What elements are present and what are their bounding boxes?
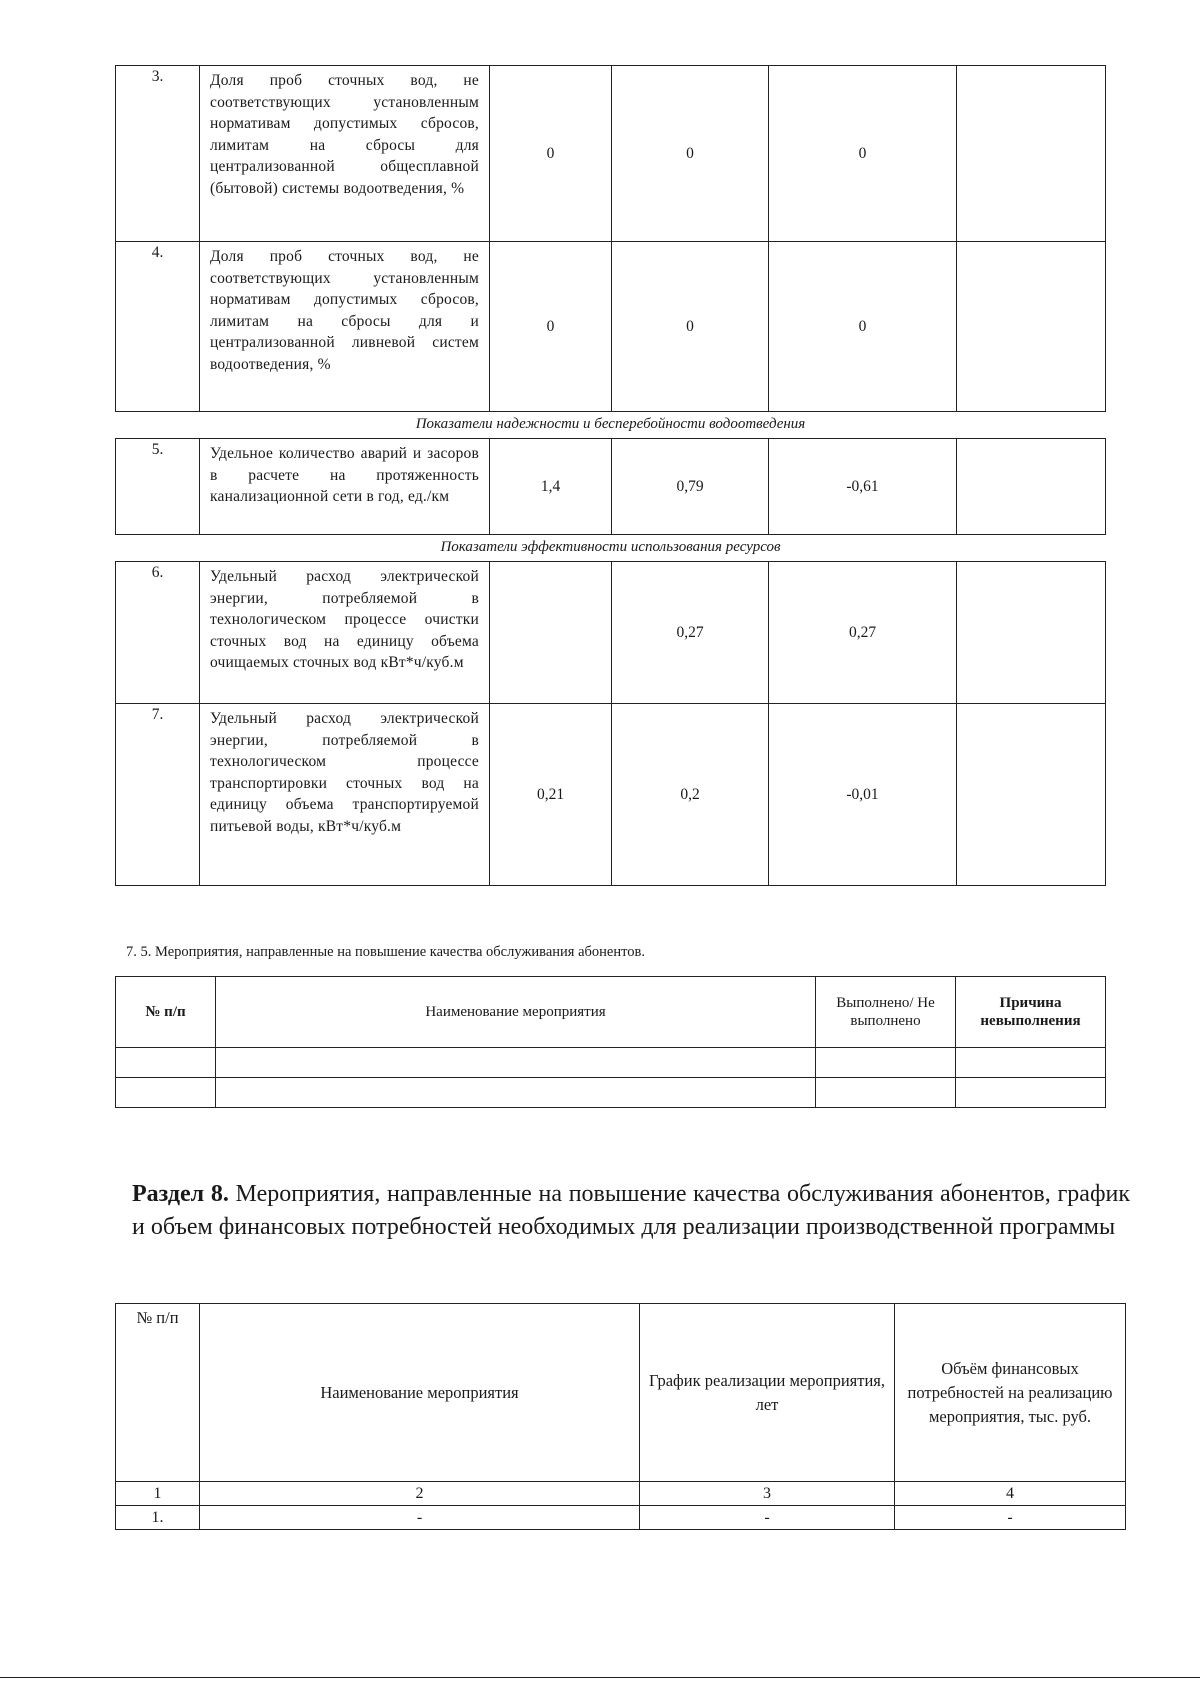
indicator-description: Доля проб сточных вод, не соответствующих установленным нормативам допустимых сбросов, лимитам на сбросы для централизованной общесплавной (бытовой) системы водоотведения, %: [200, 66, 490, 242]
empty-cell: [956, 1048, 1106, 1078]
index-cell: 2: [200, 1482, 640, 1506]
value-cell: 0: [769, 66, 957, 242]
data-cell: -: [640, 1506, 895, 1530]
value-cell: 0: [769, 242, 957, 412]
column-header: Наименование мероприятия: [216, 977, 816, 1048]
table-row: [116, 1078, 1106, 1108]
section-heading: Показатели надежности и бесперебойности водоотведения: [116, 412, 1106, 439]
table-row: [116, 66, 1106, 242]
value-cell: -0,01: [769, 704, 957, 886]
column-header: График реализации мероприятия, лет: [640, 1304, 895, 1482]
empty-cell: [116, 1048, 216, 1078]
table-row: [116, 704, 1106, 886]
table-row: [116, 439, 1106, 535]
column-header: № п/п: [116, 1304, 200, 1482]
table-index-row: [116, 1482, 1126, 1506]
empty-cell: [957, 66, 1106, 242]
table-header-row: [116, 977, 1106, 1048]
column-header: Объём финансовых потребностей на реализацию мероприятия, тыс. руб.: [895, 1304, 1126, 1482]
value-cell: 0,2: [612, 704, 769, 886]
value-cell: 0: [490, 66, 612, 242]
empty-cell: [816, 1078, 956, 1108]
empty-cell: [957, 562, 1106, 704]
value-cell: 1,4: [490, 439, 612, 535]
row-number: 4.: [116, 242, 200, 412]
column-header: Выполнено/ Не выполнено: [816, 977, 956, 1048]
page-bottom-rule: [0, 1677, 1200, 1678]
value-cell: 0,27: [612, 562, 769, 704]
empty-cell: [216, 1078, 816, 1108]
section-8-heading: [132, 1178, 1130, 1244]
column-header: Причина невыполнения: [956, 977, 1106, 1048]
value-cell: -0,61: [769, 439, 957, 535]
column-header: № п/п: [116, 977, 216, 1048]
empty-cell: [956, 1078, 1106, 1108]
data-cell: 1.: [116, 1506, 200, 1530]
section-title: Мероприятия, направленные на повышение качества обслуживания абонентов, график и объем финансовых потребностей необходимых для реализации производственной программы: [132, 1181, 1131, 1240]
empty-cell: [216, 1048, 816, 1078]
value-cell: 0,27: [769, 562, 957, 704]
value-cell: 0: [612, 242, 769, 412]
row-number: 3.: [116, 66, 200, 242]
indicators-table: [115, 65, 1106, 886]
row-number: 5.: [116, 439, 200, 535]
section-row: [116, 535, 1106, 562]
column-header: Наименование мероприятия: [200, 1304, 640, 1482]
subsection-title: 7. 5. Мероприятия, направленные на повышение качества обслуживания абонентов.: [126, 944, 645, 960]
measures-table: [115, 976, 1106, 1108]
empty-cell: [957, 439, 1106, 535]
table-row: [116, 1048, 1106, 1078]
table-header-row: [116, 1304, 1126, 1482]
finance-table: [115, 1303, 1126, 1530]
empty-cell: [816, 1048, 956, 1078]
indicator-description: Удельный расход электрической энергии, потребляемой в технологическом процессе транспортировки сточных вод на единицу объема транспортируемой питьевой воды, кВт*ч/куб.м: [200, 704, 490, 886]
value-cell: [490, 562, 612, 704]
row-number: 7.: [116, 704, 200, 886]
section-number: Раздел 8.: [132, 1181, 229, 1207]
value-cell: 0: [490, 242, 612, 412]
value-cell: 0: [612, 66, 769, 242]
indicator-description: Доля проб сточных вод, не соответствующих установленным нормативам допустимых сбросов, лимитам на сбросы для и централизованной ливневой систем водоотведения, %: [200, 242, 490, 412]
index-cell: 3: [640, 1482, 895, 1506]
data-cell: -: [895, 1506, 1126, 1530]
empty-cell: [957, 704, 1106, 886]
table-row: [116, 1506, 1126, 1530]
indicator-description: Удельное количество аварий и засоров в расчете на протяженность канализационной сети в год, ед./км: [200, 439, 490, 535]
empty-cell: [957, 242, 1106, 412]
table-row: [116, 242, 1106, 412]
section-heading: Показатели эффективности использования ресурсов: [116, 535, 1106, 562]
data-cell: -: [200, 1506, 640, 1530]
value-cell: 0,79: [612, 439, 769, 535]
section-row: [116, 412, 1106, 439]
index-cell: 1: [116, 1482, 200, 1506]
indicator-description: Удельный расход электрической энергии, потребляемой в технологическом процессе очистки сточных вод на единицу объема очищаемых сточных вод кВт*ч/куб.м: [200, 562, 490, 704]
value-cell: 0,21: [490, 704, 612, 886]
row-number: 6.: [116, 562, 200, 704]
index-cell: 4: [895, 1482, 1126, 1506]
table-row: [116, 562, 1106, 704]
empty-cell: [116, 1078, 216, 1108]
